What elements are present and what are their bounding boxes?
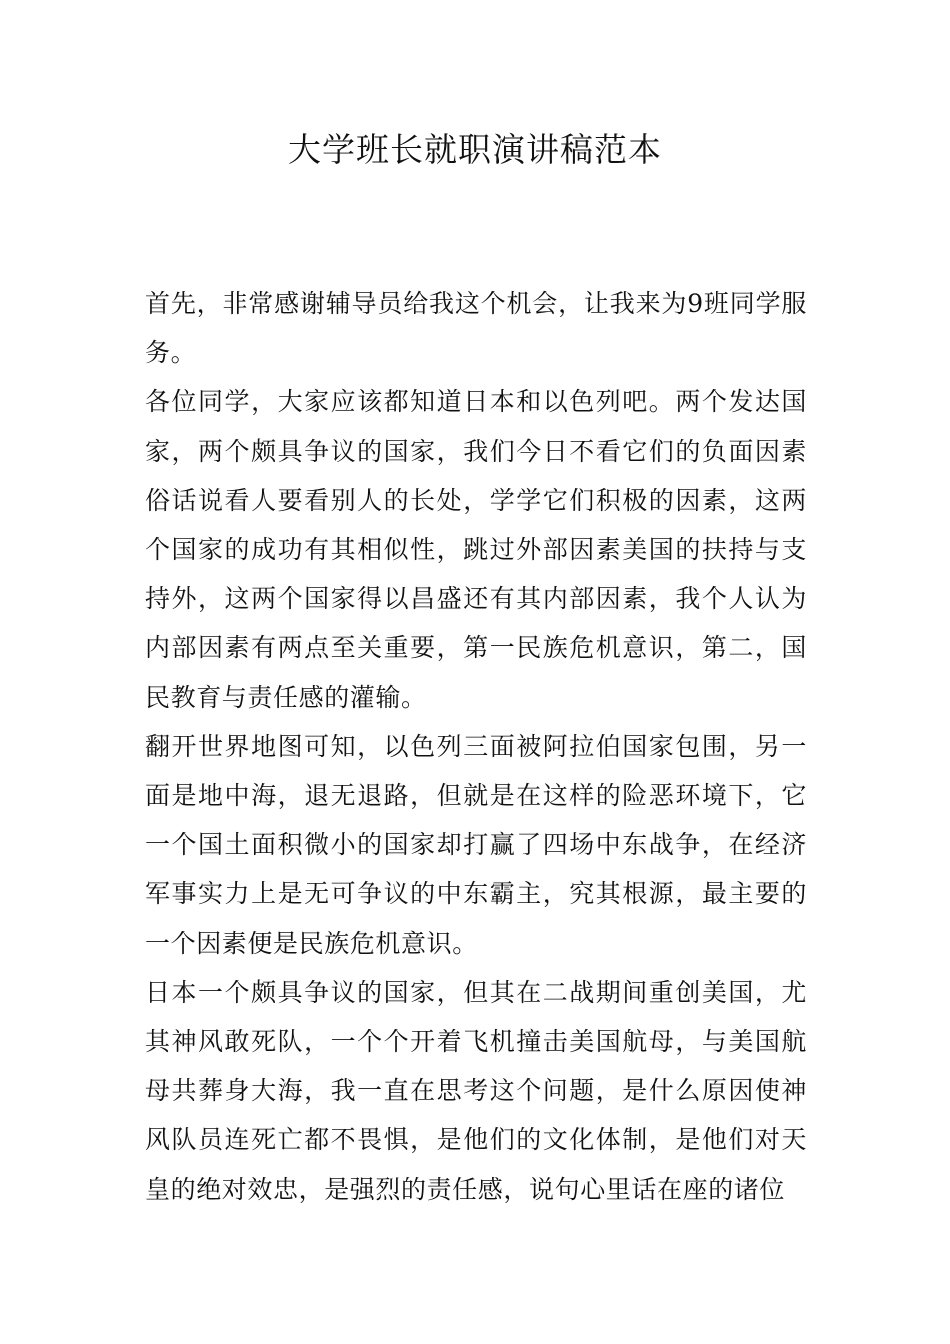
paragraph-3: 翻开世界地图可知，以色列三面被阿拉伯国家包围，另一面是地中海，退无退路，但就是在这样的险恶环境下，它一个国土面积微小的国家却打赢了四场中东战争，在经济军事实力上是无可争议的中东霸主，究其根源，最主要的一个因素便是民族危机意识。 <box>145 731 807 958</box>
document-body <box>145 279 807 1214</box>
paragraph-4: 日本一个颇具争议的国家，但其在二战期间重创美国，尤其神风敢死队，一个个开着飞机撞击美国航母，与美国航母共葬身大海，我一直在思考这个问题，是什么原因使神风队员连死亡都不畏惧，是他们的文化体制，是他们对天皇的绝对效忠，是强烈的责任感，说句心里话在座的诸位 <box>145 977 807 1204</box>
paragraph-2: 各位同学，大家应该都知道日本和以色列吧。两个发达国家，两个颇具争议的国家，我们今日不看它们的负面因素俗话说看人要看别人的长处，学学它们积极的因素，这两个国家的成功有其相似性，跳过外部因素美国的扶持与支持外，这两个国家得以昌盛还有其内部因素，我个人认为内部因素有两点至关重要，第一民族危机意识，第二，国民教育与责任感的灌输。 <box>145 387 807 712</box>
paragraph-1: 首先，非常感谢辅导员给我这个机会，让我来为9班同学服务。 <box>145 289 807 368</box>
document-title: 大学班长就职演讲稿范本 <box>288 130 662 169</box>
